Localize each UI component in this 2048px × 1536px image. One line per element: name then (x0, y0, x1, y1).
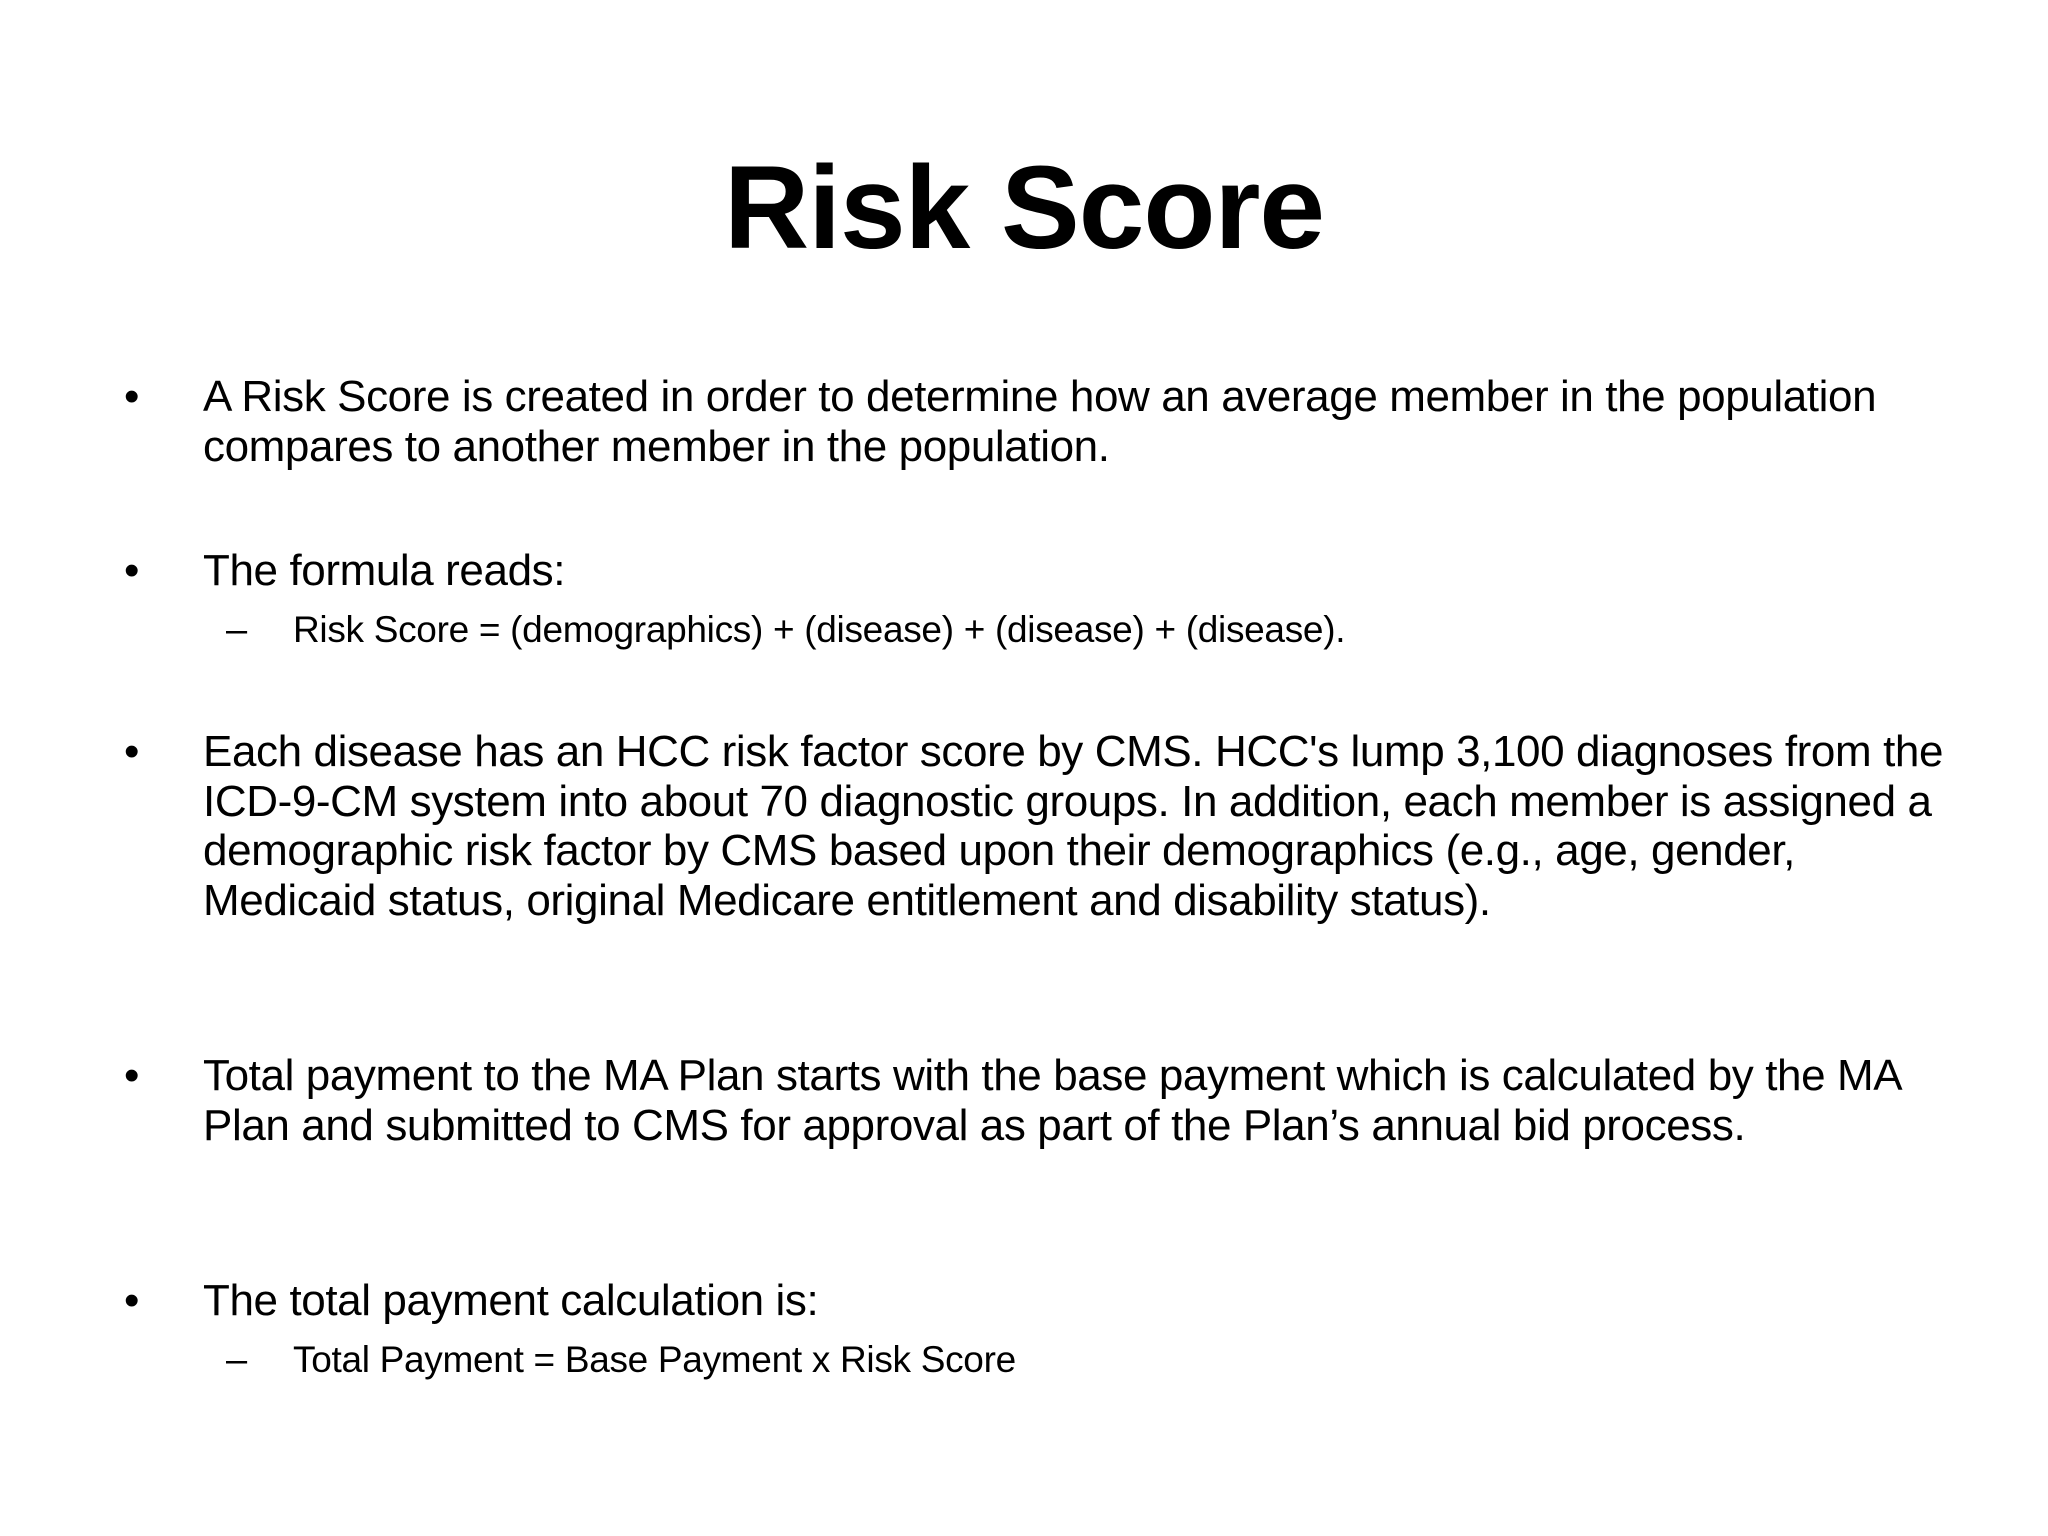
dash-icon: – (226, 609, 248, 651)
bullet-dot-icon: • (124, 1051, 140, 1100)
bullet-text: A Risk Score is created in order to determine how an average member in the population compares to another member in the population. (203, 372, 1877, 471)
slide-title: Risk Score (724, 142, 1324, 274)
dash-icon: – (226, 1339, 248, 1381)
bullet-dot-icon: • (124, 372, 140, 421)
bullet-dot-icon: • (124, 1276, 140, 1325)
bullet-text: Total payment to the MA Plan starts with the base payment which is calculated by the MA Plan and submitted to CMS for approval as part of the Plan’s annual bid process. (203, 1051, 1900, 1150)
bullet-text: The formula reads: (203, 546, 566, 595)
sub-bullet-text: Total Payment = Base Payment x Risk Score (293, 1339, 1016, 1380)
sub-bullet-text: Risk Score = (demographics) + (disease) + (disease) + (disease). (293, 609, 1346, 650)
bullet-text: The total payment calculation is: (203, 1276, 819, 1325)
bullet-dot-icon: • (124, 546, 140, 595)
bullet-text: Each disease has an HCC risk factor score by CMS. HCC's lump 3,100 diagnoses from the ICD-9-CM system into about 70 diagnostic groups. In addition, each member is assigned a demographic risk factor by CMS based upon their demographics (e.g., age, gender, Medicaid status, original Medicare entitlement and disability status). (203, 727, 1944, 925)
bullet-dot-icon: • (124, 727, 140, 776)
